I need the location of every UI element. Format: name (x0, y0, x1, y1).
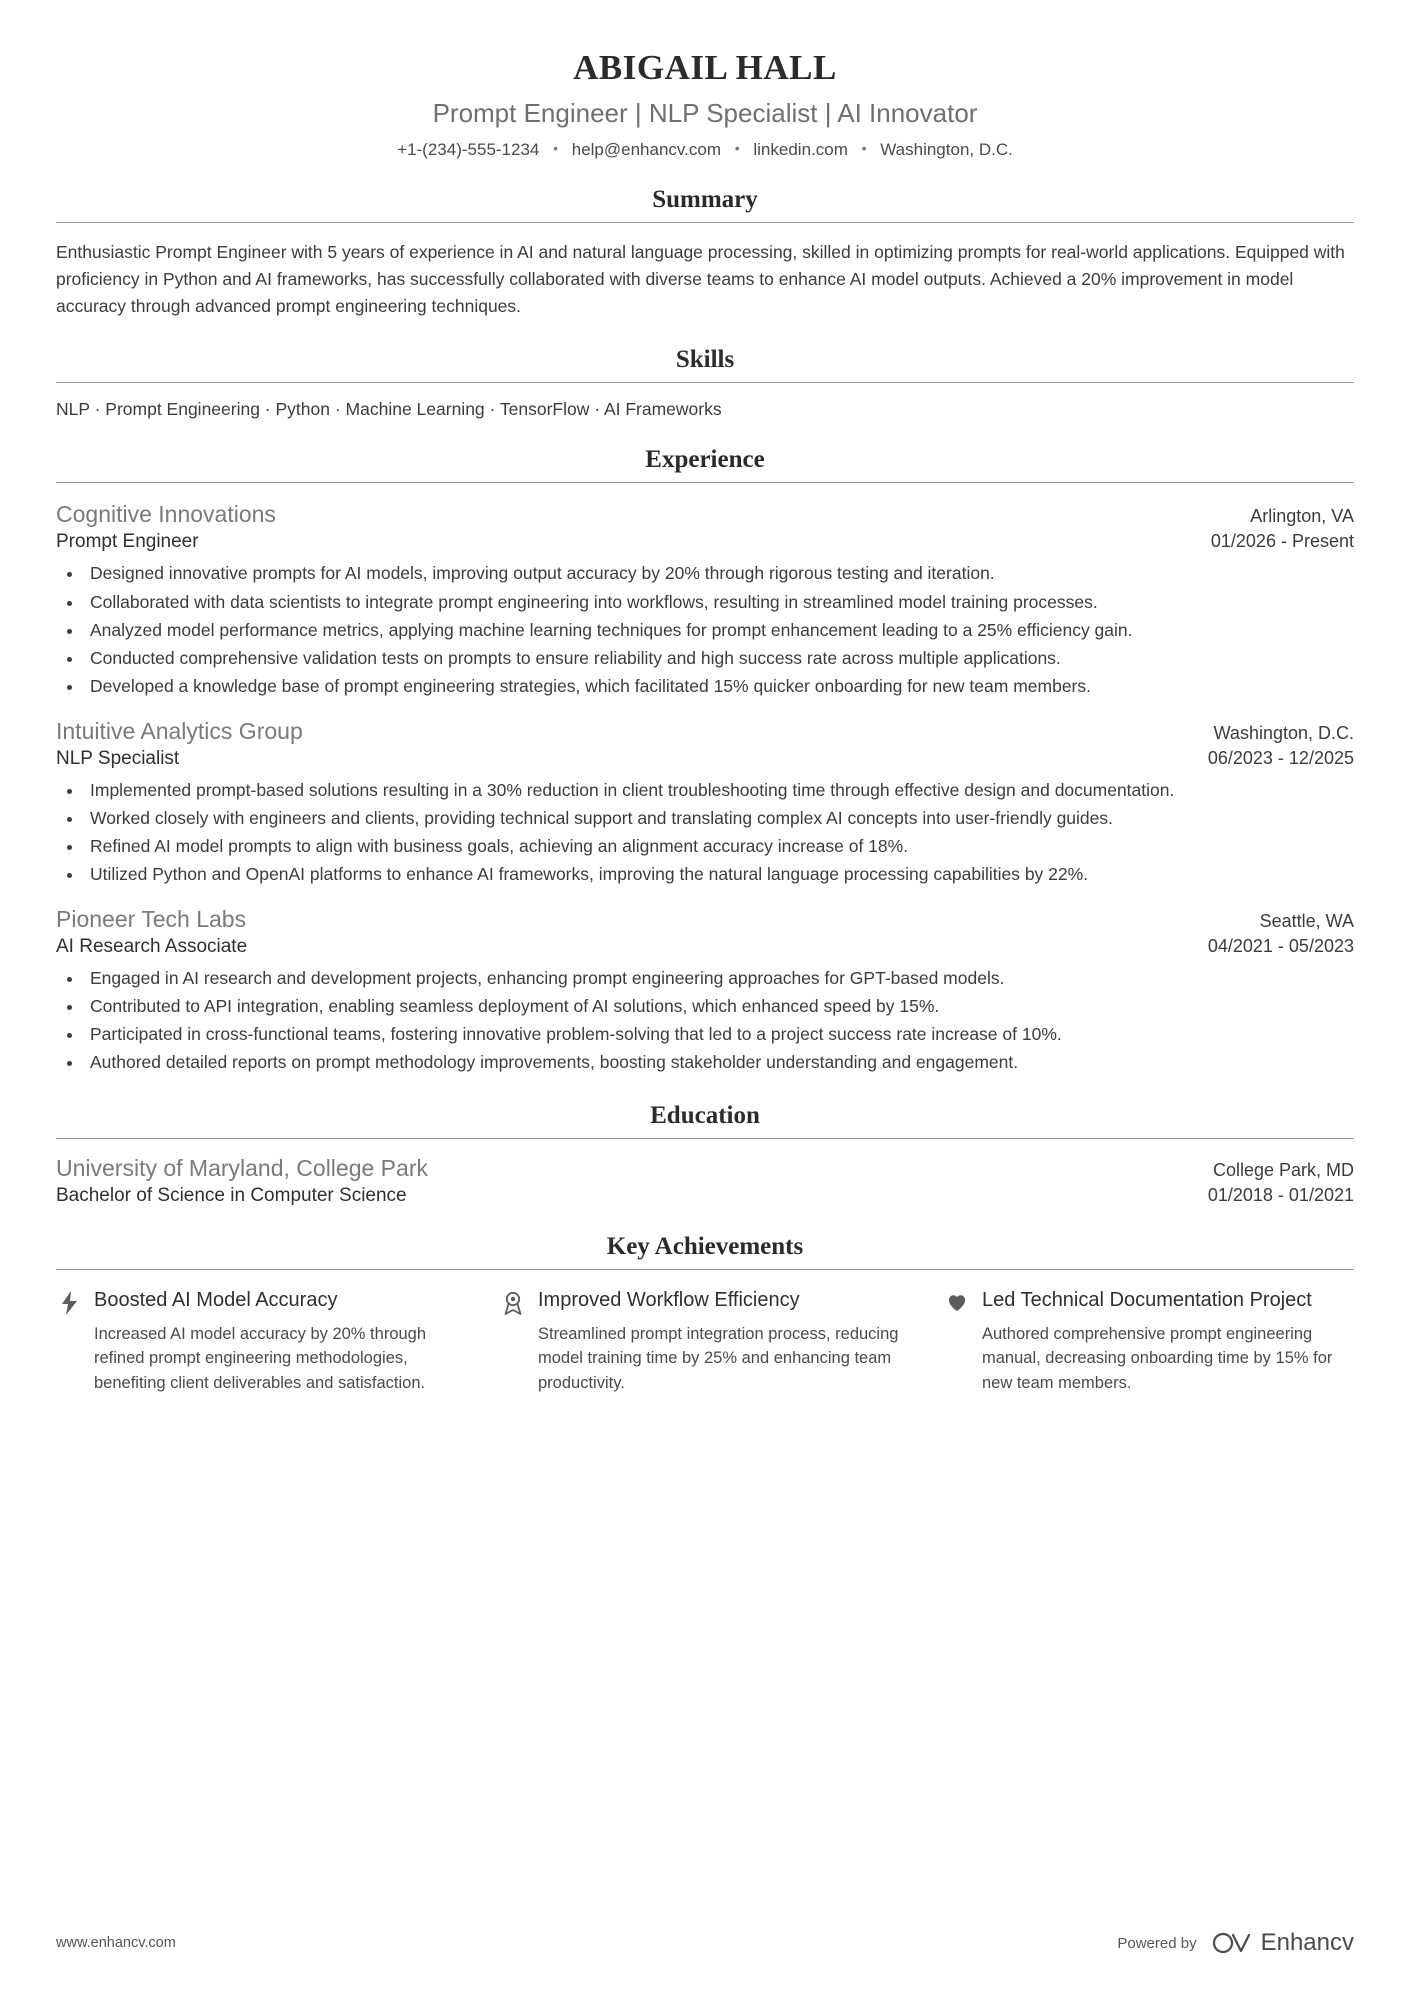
experience-bullets (56, 965, 1354, 1076)
contact-separator-icon: • (861, 140, 867, 156)
enhancv-logo (1211, 1929, 1354, 1957)
achievement-item (944, 1288, 1354, 1396)
experience-bullets (56, 777, 1354, 888)
award-ribbon-icon (500, 1288, 526, 1396)
footer-branding (1117, 1929, 1354, 1957)
experience-dates: 06/2023 - 12/2025 (1207, 747, 1354, 768)
section-heading-experience: Experience (645, 446, 765, 474)
achievement-description: Authored comprehensive prompt engineering manual, decreasing onboarding time by 15% for new team members. (982, 1324, 1333, 1393)
experience-company: Pioneer Tech Labs (56, 905, 247, 932)
experience-bullet: • Contributed to API integration, enabling seamless deployment of AI solutions, which enhanced speed by 15%. (84, 993, 1354, 1019)
skills-list: NLP · Prompt Engineering · Python · Machine Learning · TensorFlow · AI Frameworks (56, 399, 722, 420)
experience-role: AI Research Associate (56, 935, 248, 957)
experience-location: Arlington, VA (1250, 506, 1354, 527)
achievements-grid (56, 1288, 1354, 1396)
section-heading-skills: Skills (675, 346, 735, 374)
experience-bullet: • Refined AI model prompts to align with business goals, achieving an alignment accuracy increase of 18%. (84, 833, 1354, 859)
achievement-body (982, 1288, 1354, 1396)
education-item (56, 1155, 1354, 1207)
experience-role: Prompt Engineer (56, 531, 199, 553)
experience-item-top-row (56, 906, 1354, 933)
experience-item-sub-row (56, 745, 1354, 770)
experience-item (56, 501, 1354, 699)
contact-separator-icon: • (553, 140, 559, 156)
enhancv-mark-icon (1211, 1930, 1253, 1956)
experience-bullet: • Authored detailed reports on prompt methodology improvements, boosting stakeholder understanding and engagement. (84, 1049, 1354, 1075)
contact-line (56, 140, 1354, 160)
experience-item-top-row (56, 501, 1354, 528)
education-location: College Park, MD (1212, 1159, 1354, 1180)
section-heading-summary: Summary (652, 186, 758, 213)
section-heading-education: Education (650, 1101, 760, 1129)
section-divider (56, 222, 1354, 223)
page-footer (56, 1929, 1354, 1957)
experience-item-top-row (56, 718, 1354, 745)
contact-location: Washington, D.C. (880, 140, 1013, 159)
section-heading-achievements: Key Achievements (606, 1232, 804, 1260)
experience-bullet: • Conducted comprehensive validation tests on prompts to ensure reliability and high success rate across multiple applications. (84, 645, 1354, 671)
experience-item-sub-row (56, 933, 1354, 958)
contact-phone: +1-(234)-555-1234 (397, 140, 540, 159)
contact-email[interactable]: help@enhancv.com (571, 140, 721, 159)
experience-bullet: • Designed innovative prompts for AI models, improving output accuracy by 20% through rigorous testing and iteration. (84, 560, 1354, 586)
achievement-description: Increased AI model accuracy by 20% through refined prompt engineering methodologies, benefiting client deliverables and satisfaction. (94, 1324, 427, 1393)
footer-website-link[interactable]: www.enhancv.com (56, 1935, 176, 1951)
experience-role: NLP Specialist (56, 747, 180, 769)
education-item-top-row (56, 1155, 1354, 1182)
education-item-sub-row (56, 1182, 1354, 1207)
achievement-description: Streamlined prompt integration process, reducing model training time by 25% and enhancing team productivity. (538, 1324, 899, 1393)
experience-item-sub-row (56, 528, 1354, 553)
resume-header (56, 48, 1354, 160)
achievement-item (56, 1288, 466, 1396)
achievement-title: Boosted AI Model Accuracy (94, 1288, 338, 1311)
education-dates: 01/2018 - 01/2021 (1207, 1184, 1354, 1205)
achievement-title: Improved Workflow Efficiency (538, 1288, 800, 1311)
experience-dates: 01/2026 - Present (1210, 531, 1354, 552)
achievement-item (500, 1288, 910, 1396)
summary-text: Enthusiastic Prompt Engineer with 5 years of experience in AI and natural language processing, skilled in optimizing prompts for real-world applications. Equipped with proficiency in Python and AI frameworks, has successfully collaborated with diverse teams to enhance AI model outputs. Achieved a 20% improvement in model accuracy through advanced prompt engineering techniques. (56, 242, 1345, 317)
experience-bullets (56, 560, 1354, 699)
experience-dates: 04/2021 - 05/2023 (1207, 935, 1354, 956)
experience-item (56, 906, 1354, 1076)
experience-location: Washington, D.C. (1213, 722, 1354, 743)
experience-bullet: • Analyzed model performance metrics, applying machine learning techniques for prompt enhancement leading to a 25% efficiency gain. (84, 617, 1354, 643)
experience-bullet: • Collaborated with data scientists to integrate prompt engineering into workflows, resulting in streamlined model training processes. (84, 589, 1354, 615)
experience-bullet: • Worked closely with engineers and clients, providing technical support and translating complex AI concepts into user-friendly guides. (84, 805, 1354, 831)
experience-bullet: • Engaged in AI research and development projects, enhancing prompt engineering approaches for GPT-based models. (84, 965, 1354, 991)
candidate-headline: Prompt Engineer | NLP Specialist | AI Innovator (432, 98, 978, 128)
section-divider (56, 1269, 1354, 1270)
education-degree: Bachelor of Science in Computer Science (56, 1184, 407, 1206)
contact-linkedin[interactable]: linkedin.com (753, 140, 848, 159)
heart-icon (944, 1288, 970, 1396)
experience-bullet: • Utilized Python and OpenAI platforms to enhance AI frameworks, improving the natural language processing capabilities by 22%. (84, 861, 1354, 887)
experience-bullet: • Participated in cross-functional teams, fostering innovative problem-solving that led to a project success rate increase of 10%. (84, 1021, 1354, 1047)
powered-by-label: Powered by (1117, 1934, 1197, 1952)
achievement-body (94, 1288, 466, 1396)
experience-bullet: • Implemented prompt-based solutions resulting in a 30% reduction in client troubleshooting time through effective design and documentation. (84, 777, 1354, 803)
experience-company: Cognitive Innovations (56, 501, 276, 528)
experience-item (56, 718, 1354, 888)
section-divider (56, 1138, 1354, 1139)
lightning-bolt-icon (56, 1288, 82, 1396)
experience-bullet: • Developed a knowledge base of prompt engineering strategies, which facilitated 15% quicker onboarding for new team members. (84, 673, 1354, 699)
enhancv-wordmark: Enhancv (1260, 1929, 1354, 1956)
education-school: University of Maryland, College Park (56, 1154, 428, 1181)
section-divider (56, 482, 1354, 483)
achievement-title: Led Technical Documentation Project (982, 1288, 1312, 1311)
candidate-name: ABIGAIL HALL (573, 48, 837, 87)
section-divider (56, 382, 1354, 383)
experience-company: Intuitive Analytics Group (56, 717, 303, 744)
contact-separator-icon: • (734, 140, 740, 156)
experience-location: Seattle, WA (1259, 910, 1354, 931)
achievement-body (538, 1288, 910, 1396)
